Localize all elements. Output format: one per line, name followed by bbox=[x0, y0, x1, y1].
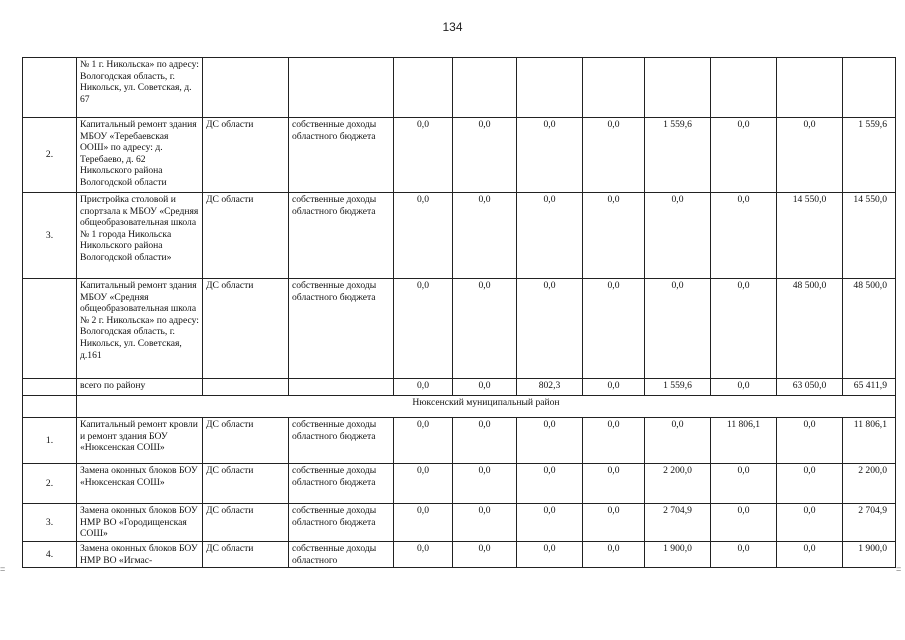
object-name: Капитальный ремонт здания МБОУ «Теребаевская ООШ» по адресу: д. Теребаево, д. 62 Никольского района Вологодской области bbox=[77, 118, 203, 193]
scan-mark-left: = bbox=[0, 564, 6, 574]
row-number bbox=[23, 379, 77, 396]
value-cell bbox=[711, 58, 777, 118]
value-cell: 0,0 bbox=[517, 279, 583, 379]
budget-table bbox=[22, 57, 896, 568]
row-number: 4. bbox=[23, 542, 77, 568]
value-cell: 0,0 bbox=[645, 279, 711, 379]
table-section bbox=[23, 396, 896, 418]
object-name: Капитальный ремонт кровли и ремонт здания БОУ «Нюксенская СОШ» bbox=[77, 418, 203, 464]
table-row bbox=[23, 379, 896, 396]
table-row bbox=[23, 118, 896, 193]
section-row bbox=[23, 396, 896, 418]
value-cell: 0,0 bbox=[394, 118, 453, 193]
row-number: 3. bbox=[23, 193, 77, 279]
object-name: Капитальный ремонт здания МБОУ «Средняя общеобразовательная школа № 2 г. Никольска» по адресу: Вологодская область, г. Никольск, ул. Советская, д.161 bbox=[77, 279, 203, 379]
value-cell bbox=[583, 58, 645, 118]
value-cell: 0,0 bbox=[394, 542, 453, 568]
funding-source: ДС области bbox=[203, 193, 289, 279]
table-row bbox=[23, 504, 896, 542]
value-cell: 0,0 bbox=[517, 118, 583, 193]
value-cell: 63 050,0 bbox=[777, 379, 843, 396]
table-row bbox=[23, 464, 896, 504]
value-cell: 0,0 bbox=[711, 279, 777, 379]
object-name: Пристройка столовой и спортзала к МБОУ «Средняя общеобразовательная школа № 1 города Никольска Никольского района Вологодской области» bbox=[77, 193, 203, 279]
value-cell: 0,0 bbox=[394, 193, 453, 279]
value-cell: 0,0 bbox=[453, 464, 517, 504]
value-cell: 0,0 bbox=[777, 504, 843, 542]
value-cell: 0,0 bbox=[583, 193, 645, 279]
section-num-cell bbox=[23, 396, 77, 418]
scan-mark-right: = bbox=[896, 564, 902, 574]
row-number bbox=[23, 58, 77, 118]
value-cell: 1 559,6 bbox=[645, 118, 711, 193]
table-row bbox=[23, 279, 896, 379]
value-cell: 0,0 bbox=[453, 379, 517, 396]
object-name: Замена оконных блоков БОУ «Нюксенская СОШ» bbox=[77, 464, 203, 504]
value-cell: 0,0 bbox=[394, 279, 453, 379]
value-cell: 48 500,0 bbox=[777, 279, 843, 379]
object-name: Замена оконных блоков БОУ НМР ВО «Игмас- bbox=[77, 542, 203, 568]
row-number: 2. bbox=[23, 464, 77, 504]
value-cell: 0,0 bbox=[711, 464, 777, 504]
value-cell: 0,0 bbox=[583, 418, 645, 464]
funding-source bbox=[203, 58, 289, 118]
value-cell: 11 806,1 bbox=[711, 418, 777, 464]
value-cell: 0,0 bbox=[517, 464, 583, 504]
value-cell: 0,0 bbox=[645, 418, 711, 464]
table-row bbox=[23, 58, 896, 118]
value-cell: 0,0 bbox=[517, 504, 583, 542]
funding-type: собственные доходы областного бюджета bbox=[289, 279, 394, 379]
value-cell: 1 559,6 bbox=[645, 379, 711, 396]
value-cell: 0,0 bbox=[711, 379, 777, 396]
table-row bbox=[23, 193, 896, 279]
funding-source: ДС области bbox=[203, 542, 289, 568]
funding-source: ДС области bbox=[203, 279, 289, 379]
value-cell: 0,0 bbox=[517, 193, 583, 279]
table-row bbox=[23, 542, 896, 568]
value-cell: 0,0 bbox=[394, 379, 453, 396]
value-cell: 0,0 bbox=[583, 464, 645, 504]
value-cell: 2 704,9 bbox=[843, 504, 896, 542]
value-cell: 0,0 bbox=[583, 379, 645, 396]
value-cell: 2 200,0 bbox=[645, 464, 711, 504]
funding-type bbox=[289, 379, 394, 396]
value-cell bbox=[645, 58, 711, 118]
value-cell: 2 200,0 bbox=[843, 464, 896, 504]
value-cell: 0,0 bbox=[777, 118, 843, 193]
object-name: всего по району bbox=[77, 379, 203, 396]
value-cell bbox=[777, 58, 843, 118]
value-cell: 0,0 bbox=[711, 542, 777, 568]
value-cell: 0,0 bbox=[583, 504, 645, 542]
funding-source bbox=[203, 379, 289, 396]
object-name: Замена оконных блоков БОУ НМР ВО «Городищенская СОШ» bbox=[77, 504, 203, 542]
table-body-top bbox=[23, 58, 896, 396]
funding-type: собственные доходы областного бюджета bbox=[289, 504, 394, 542]
value-cell: 11 806,1 bbox=[843, 418, 896, 464]
value-cell: 0,0 bbox=[394, 464, 453, 504]
value-cell: 0,0 bbox=[777, 542, 843, 568]
funding-type: собственные доходы областного бюджета bbox=[289, 118, 394, 193]
value-cell: 0,0 bbox=[453, 193, 517, 279]
value-cell: 0,0 bbox=[583, 542, 645, 568]
value-cell: 65 411,9 bbox=[843, 379, 896, 396]
table-body-bottom bbox=[23, 418, 896, 568]
table-row bbox=[23, 418, 896, 464]
value-cell: 0,0 bbox=[583, 279, 645, 379]
value-cell: 0,0 bbox=[711, 193, 777, 279]
funding-source: ДС области bbox=[203, 118, 289, 193]
funding-type: собственные доходы областного бюджета bbox=[289, 193, 394, 279]
value-cell: 0,0 bbox=[711, 118, 777, 193]
value-cell: 0,0 bbox=[777, 464, 843, 504]
value-cell: 48 500,0 bbox=[843, 279, 896, 379]
funding-source: ДС области bbox=[203, 464, 289, 504]
value-cell bbox=[517, 58, 583, 118]
value-cell: 0,0 bbox=[394, 418, 453, 464]
value-cell: 0,0 bbox=[453, 542, 517, 568]
value-cell: 14 550,0 bbox=[777, 193, 843, 279]
row-number: 3. bbox=[23, 504, 77, 542]
funding-source: ДС области bbox=[203, 504, 289, 542]
value-cell: 0,0 bbox=[711, 504, 777, 542]
value-cell: 0,0 bbox=[453, 279, 517, 379]
value-cell: 0,0 bbox=[394, 504, 453, 542]
value-cell bbox=[453, 58, 517, 118]
value-cell: 0,0 bbox=[453, 504, 517, 542]
funding-source: ДС области bbox=[203, 418, 289, 464]
value-cell: 1 900,0 bbox=[843, 542, 896, 568]
value-cell: 2 704,9 bbox=[645, 504, 711, 542]
row-number bbox=[23, 279, 77, 379]
value-cell: 1 559,6 bbox=[843, 118, 896, 193]
value-cell: 0,0 bbox=[777, 418, 843, 464]
value-cell: 0,0 bbox=[453, 418, 517, 464]
value-cell: 0,0 bbox=[583, 118, 645, 193]
funding-type bbox=[289, 58, 394, 118]
page-number: 134 bbox=[442, 20, 463, 34]
value-cell: 0,0 bbox=[517, 542, 583, 568]
row-number: 1. bbox=[23, 418, 77, 464]
value-cell: 802,3 bbox=[517, 379, 583, 396]
value-cell: 0,0 bbox=[645, 193, 711, 279]
funding-type: собственные доходы областного бюджета bbox=[289, 464, 394, 504]
value-cell bbox=[843, 58, 896, 118]
funding-type: собственные доходы областного бюджета bbox=[289, 418, 394, 464]
funding-type: собственные доходы областного bbox=[289, 542, 394, 568]
row-number: 2. bbox=[23, 118, 77, 193]
value-cell: 0,0 bbox=[453, 118, 517, 193]
value-cell: 1 900,0 bbox=[645, 542, 711, 568]
value-cell bbox=[394, 58, 453, 118]
value-cell: 0,0 bbox=[517, 418, 583, 464]
object-name: № 1 г. Никольска» по адресу: Вологодская область, г. Никольск, ул. Советская, д. 67 bbox=[77, 58, 203, 118]
section-title: Нюксенский муниципальный район bbox=[77, 396, 896, 418]
value-cell: 14 550,0 bbox=[843, 193, 896, 279]
